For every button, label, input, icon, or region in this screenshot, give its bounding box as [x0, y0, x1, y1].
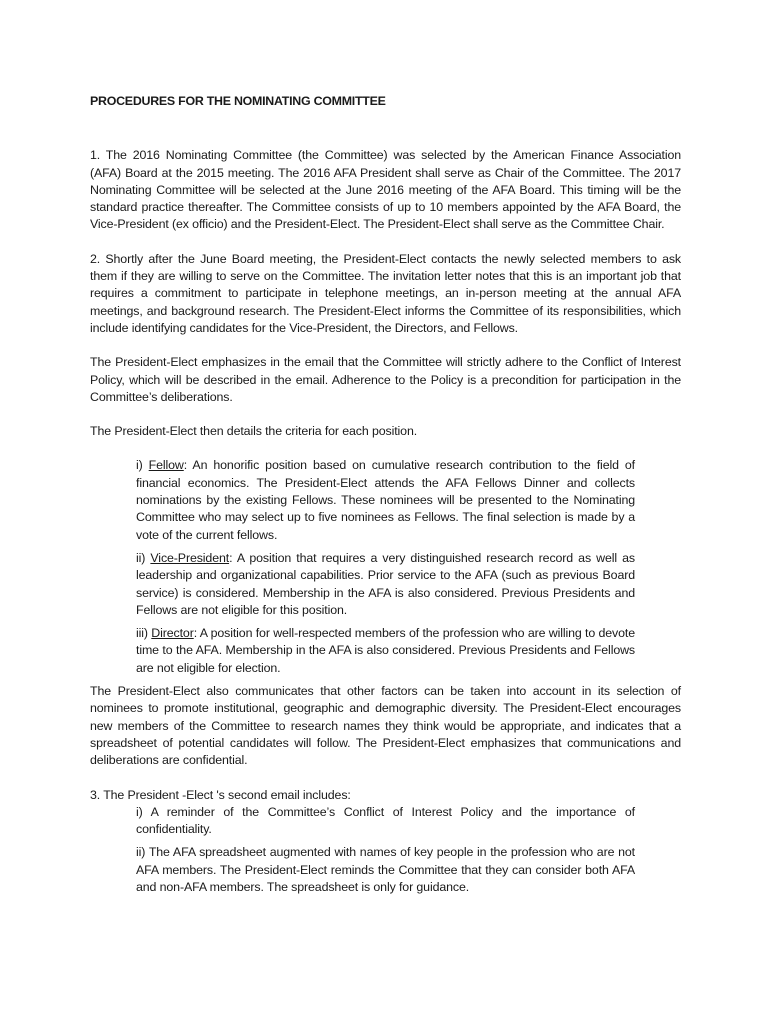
- second-email-item-reminder: i) A reminder of the Committee’s Conflict of Interest Policy and the importance of confidentiality.: [136, 804, 635, 837]
- position-item-vice-president: [136, 550, 635, 619]
- second-email-list: [136, 804, 635, 896]
- document-page: [90, 93, 681, 896]
- position-prefix: iii): [136, 626, 152, 641]
- criteria-intro-paragraph: The President-Elect then details the criteria for each position.: [90, 424, 418, 439]
- position-text: : A position that requires a very distinguished research record as well as leadership and organizational capabilities. Prior service to the AFA (such as previous Board service) is considered. Membership in the AFA is also considered. Previous Presidents and Fellows are not eligible for this position.: [136, 550, 635, 617]
- position-item-director: [136, 625, 635, 677]
- conflict-policy-paragraph: The President-Elect emphasizes in the email that the Committee will strictly adhere to the Conflict of Interest Policy, which will be described in the email. Adherence to the Policy is a precondition for participation in the Committee’s deliberations.: [90, 355, 681, 404]
- section-2-paragraph: 2. Shortly after the June Board meeting, the President-Elect contacts the newly selected members to ask them if they are willing to serve on the Committee. The invitation letter notes that this is an important job that requires a commitment to participate in telephone meetings, an in-person meeting at the annual AFA meetings, and background research. The President-Elect informs the Committee of its responsibilities, which include identifying candidates for the Vice-President, the Directors, and Fellows.: [90, 251, 681, 335]
- section-3-intro: 3. The President -Elect 's second email includes:: [90, 787, 351, 802]
- second-email-item-spreadsheet: ii) The AFA spreadsheet augmented with names of key people in the profession who are not AFA members. The President-Elect reminds the Committee that they can consider both AFA and non-AFA members. The spreadsheet is only for guidance.: [136, 845, 635, 894]
- position-title-fellow: Fellow: [148, 458, 184, 473]
- position-prefix: ii): [136, 550, 151, 565]
- page-title: PROCEDURES FOR THE NOMINATING COMMITTEE: [90, 94, 386, 108]
- position-text: : A position for well-respected members of the profession who are willing to devote time to the AFA. Membership in the AFA is also considered. Previous Presidents and Fellows are not eligible for election.: [136, 626, 635, 675]
- positions-list: [136, 457, 635, 677]
- position-text: : An honorific position based on cumulative research contribution to the field of financial economics. The President-Elect attends the AFA Fellows Dinner and collects nominations by the existing Fellows. These nominees will be presented to the Nominating Committee who may select up to five nominees as Fellows. The final selection is made by a vote of the current fellows.: [136, 458, 635, 542]
- position-title-vice-president: Vice-President: [150, 550, 230, 565]
- position-item-fellow: [136, 457, 635, 543]
- position-title-director: Director: [151, 626, 194, 641]
- position-prefix: i): [136, 458, 149, 473]
- diversity-paragraph: The President-Elect also communicates that other factors can be taken into account in its selection of nominees to promote institutional, geographic and demographic diversity. The President-Elect encourages new members of the Committee to research names they think would be appropriate, and indicates that a spreadsheet of potential candidates will follow. The President-Elect emphasizes that communications and deliberations are confidential.: [90, 684, 681, 768]
- section-1-paragraph: 1. The 2016 Nominating Committee (the Committee) was selected by the American Finance Association (AFA) Board at the 2015 meeting. The 2016 AFA President shall serve as Chair of the Committee. The 2017 Nominating Committee will be selected at the June 2016 meeting of the AFA Board. This timing will be the standard practice thereafter. The Committee consists of up to 10 members appointed by the AFA Board, the Vice-President (ex officio) and the President-Elect. The President-Elect shall serve as the Committee Chair.: [90, 148, 681, 232]
